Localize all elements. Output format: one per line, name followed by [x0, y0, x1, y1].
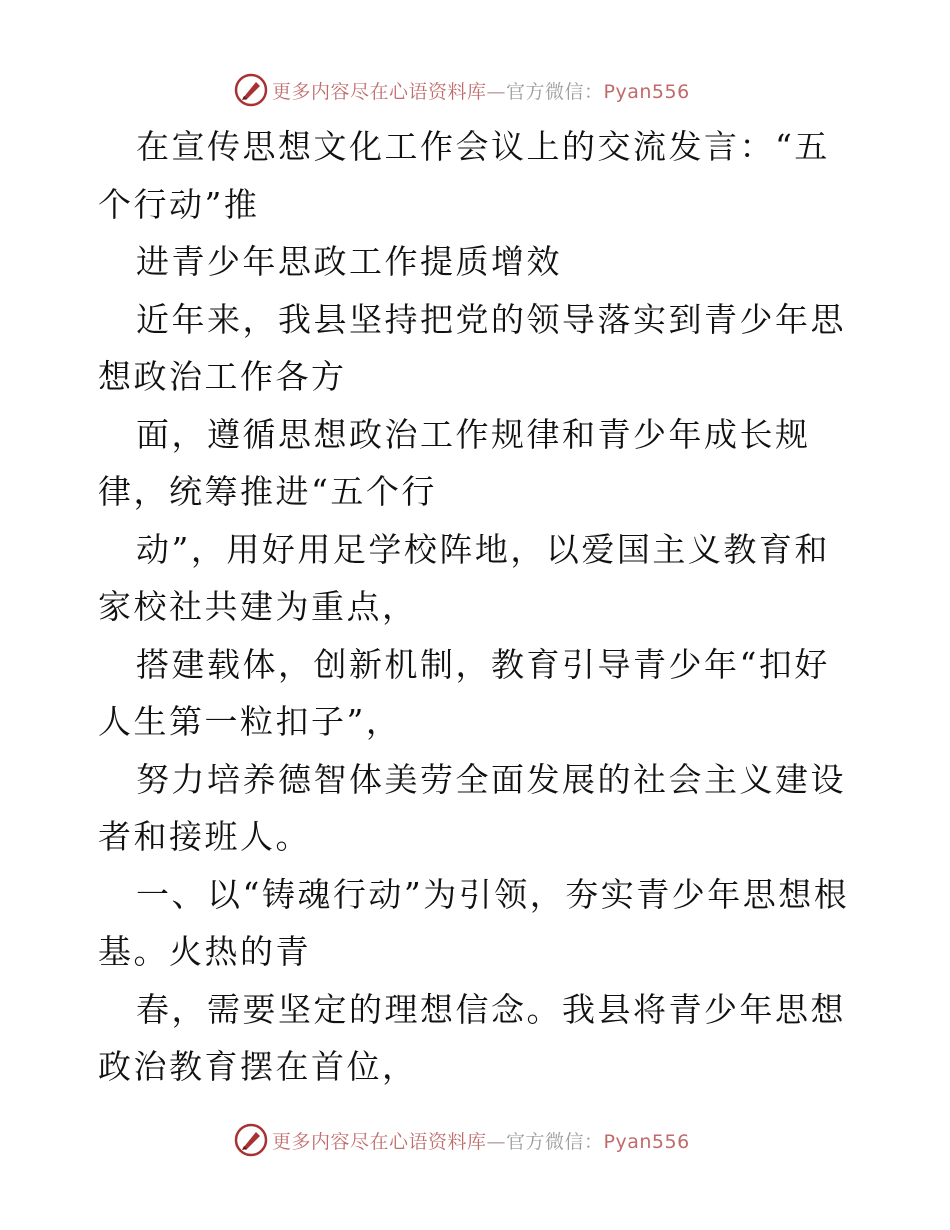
paragraph-title-line-1: 在宣传思想文化工作会议上的交流发言：“五个行动”推	[98, 127, 830, 224]
document-body	[98, 118, 858, 1096]
footer-watermark-banner	[234, 1122, 690, 1158]
banner-wechat-handle: Pyan556	[603, 1130, 690, 1153]
pen-nib-logo-icon	[234, 73, 268, 107]
paragraph-intro-5: 努力培养德智体美劳全面发展的社会主义建设者和接班人。	[98, 759, 846, 856]
banner-site-text: 更多内容尽在心语资料库	[272, 1130, 487, 1153]
banner-site-text: 更多内容尽在心语资料库	[272, 80, 487, 103]
paragraph-title-line-2: 进青少年思政工作提质增效	[136, 242, 562, 281]
paragraph-intro-3: 动”，用好用足学校阵地，以爱国主义教育和家校社共建为重点，	[98, 529, 830, 626]
banner-wechat-label: 官方微信：	[506, 1130, 604, 1153]
header-watermark-banner	[234, 72, 690, 108]
pen-nib-logo-icon	[234, 1123, 268, 1157]
banner-separator: —	[486, 1130, 507, 1153]
banner-wechat-handle: Pyan556	[603, 80, 690, 103]
banner-separator: —	[486, 80, 507, 103]
paragraph-section-1-body: 春，需要坚定的理想信念。我县将青少年思想政治教育摆在首位，	[98, 989, 846, 1086]
paragraph-section-1-heading: 一、以“铸魂行动”为引领，夯实青少年思想根基。火热的青	[98, 874, 850, 971]
paragraph-intro-2: 面，遵循思想政治工作规律和青少年成长规律，统筹推进“五个行	[98, 414, 811, 511]
paragraph-intro-4: 搭建载体，创新机制，教育引导青少年“扣好人生第一粒扣子”，	[98, 644, 830, 741]
paragraph-intro-1: 近年来，我县坚持把党的领导落实到青少年思想政治工作各方	[98, 299, 846, 396]
banner-wechat-label: 官方微信：	[506, 80, 604, 103]
